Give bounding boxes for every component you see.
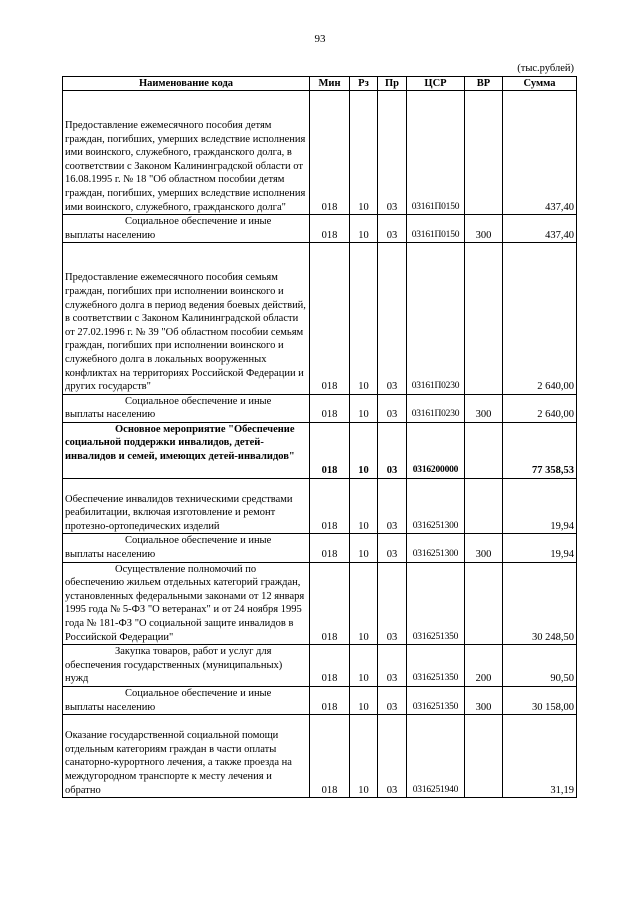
row-min: 018 [310,645,350,687]
header-min: Мин [310,77,350,91]
row-rz: 10 [350,243,378,394]
table-row [63,534,577,562]
table-header-row [63,77,577,91]
row-sum: 30 248,50 [503,562,577,645]
table-row [63,215,577,243]
row-pr: 03 [378,686,407,714]
row-csr: 03161П0230 [407,394,465,422]
row-csr: 0316200000 [407,422,465,478]
row-min: 018 [310,562,350,645]
row-min: 018 [310,243,350,394]
row-pr: 03 [378,91,407,215]
row-name: Социальное обеспечение и иные выплаты населению [63,215,310,243]
header-sum: Сумма [503,77,577,91]
row-pr: 03 [378,394,407,422]
row-min: 018 [310,686,350,714]
row-min: 018 [310,422,350,478]
row-sum: 19,94 [503,534,577,562]
row-rz: 10 [350,394,378,422]
row-name: Оказание государственной социальной помощи отдельным категориям граждан в части оплаты санаторно-курортного лечения, а также проезда на междугородном транспорте к месту лечения и обратно [63,715,310,798]
row-sum: 30 158,00 [503,686,577,714]
row-csr: 03161П0230 [407,243,465,394]
row-min: 018 [310,715,350,798]
table-row [63,91,577,215]
row-name: Обеспечение инвалидов техническими средствами реабилитации, включая изготовление и ремонт протезно-ортопедических изделий [63,478,310,534]
row-pr: 03 [378,478,407,534]
table-row [63,422,577,478]
page-number: 93 [314,33,326,45]
row-sum: 77 358,53 [503,422,577,478]
header-name: Наименование кода [63,77,310,91]
header-vr: ВР [465,77,503,91]
row-csr: 03161П0150 [407,91,465,215]
row-sum: 437,40 [503,215,577,243]
table-row [63,394,577,422]
table-row [63,562,577,645]
row-pr: 03 [378,215,407,243]
row-rz: 10 [350,215,378,243]
row-vr: 300 [465,215,503,243]
row-pr: 03 [378,534,407,562]
row-csr: 0316251300 [407,534,465,562]
row-rz: 10 [350,686,378,714]
row-name: Социальное обеспечение и иные выплаты населению [63,534,310,562]
table-row [63,645,577,687]
row-sum: 2 640,00 [503,394,577,422]
row-rz: 10 [350,715,378,798]
row-name: Социальное обеспечение и иные выплаты населению [63,394,310,422]
row-vr [465,243,503,394]
row-csr: 0316251940 [407,715,465,798]
row-vr: 300 [465,534,503,562]
row-vr [465,422,503,478]
row-sum: 2 640,00 [503,243,577,394]
row-csr: 0316251350 [407,562,465,645]
row-min: 018 [310,394,350,422]
row-csr: 0316251350 [407,686,465,714]
row-name: Предоставление ежемесячного пособия семьям граждан, погибших при исполнении воинского и служебного долга в период ведения боевых действий, в соответствии с Законом Калининградской области от 27.02.1996 г. № 39 "Об областном пособии семьям граждан, погибших при исполнении воинского и служебного долга в локальных вооруженных конфликтах на территориях Российской Федерации и других государств" [63,243,310,394]
row-rz: 10 [350,422,378,478]
row-rz: 10 [350,478,378,534]
row-rz: 10 [350,562,378,645]
row-name: Основное мероприятие "Обеспечение социальной поддержки инвалидов, детей-инвалидов и семей, имеющих детей-инвалидов" [63,422,310,478]
row-vr [465,91,503,215]
row-pr: 03 [378,562,407,645]
row-name: Закупка товаров, работ и услуг для обеспечения государственных (муниципальных) нужд [63,645,310,687]
row-vr: 200 [465,645,503,687]
table-row [63,715,577,798]
row-min: 018 [310,534,350,562]
row-pr: 03 [378,715,407,798]
row-csr: 0316251300 [407,478,465,534]
header-rz: Рз [350,77,378,91]
row-vr: 300 [465,394,503,422]
row-vr [465,715,503,798]
row-csr: 03161П0150 [407,215,465,243]
header-pr: Пр [378,77,407,91]
row-name: Предоставление ежемесячного пособия детям граждан, погибших, умерших вследствие исполнения ими воинского, служебного, гражданского долга, в соответствии с Законом Калининградской области от 16.08.1995 г. № 18 "Об областном пособии детям граждан, погибших, умерших вследствие исполнения ими воинского, служебного, гражданского долга" [63,91,310,215]
row-min: 018 [310,478,350,534]
row-min: 018 [310,91,350,215]
table-row [63,243,577,394]
row-sum: 437,40 [503,91,577,215]
row-sum: 31,19 [503,715,577,798]
row-rz: 10 [350,645,378,687]
header-csr: ЦСР [407,77,465,91]
units-label: (тыс.рублей) [517,63,574,74]
row-rz: 10 [350,91,378,215]
row-sum: 90,50 [503,645,577,687]
row-vr [465,478,503,534]
row-sum: 19,94 [503,478,577,534]
row-name: Осуществление полномочий по обеспечению жильем отдельных категорий граждан, установленных федеральными законами от 12 января 1995 года № 5-ФЗ "О ветеранах" и от 24 ноября 1995 года № 181-ФЗ "О социальной защите инвалидов в Российской Федерации" [63,562,310,645]
row-pr: 03 [378,243,407,394]
row-rz: 10 [350,534,378,562]
row-min: 018 [310,215,350,243]
row-vr: 300 [465,686,503,714]
row-csr: 0316251350 [407,645,465,687]
table-row [63,686,577,714]
table-row [63,478,577,534]
row-name: Социальное обеспечение и иные выплаты населению [63,686,310,714]
row-pr: 03 [378,645,407,687]
budget-table [62,76,577,798]
row-pr: 03 [378,422,407,478]
row-vr [465,562,503,645]
